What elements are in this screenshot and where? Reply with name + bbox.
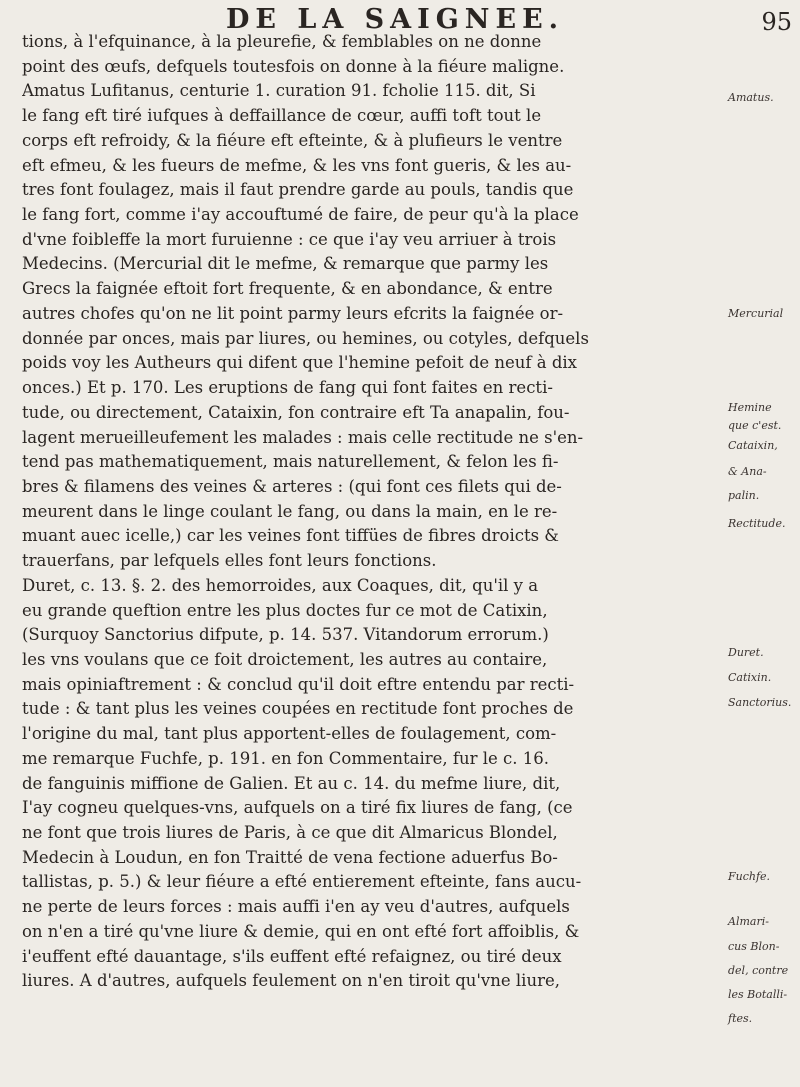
text-line: Medecin à Loudun, en fon Traitté de vena fectione aduerfus Bo- <box>22 847 558 867</box>
text-line: de fanguinis miffione de Galien. Et au c. 14. du mefme liure, dit, <box>22 773 561 793</box>
text-line: donnée par onces, mais par liures, ou hemines, ou cotyles, defquels <box>22 328 589 348</box>
text-line: Medecins. (Mercurial dit le mefme, & remarque que parmy les <box>22 254 549 274</box>
body-text <box>22 30 722 994</box>
text-line: lagent merueilleufement les malades : mais celle rectitude ne s'en- <box>22 427 584 447</box>
margin-note: Fuchfe. <box>728 870 771 883</box>
margin-note: Hemine <box>728 401 772 414</box>
text-line: trauerfans, par lefquels elles font leurs fonctions. <box>22 551 437 571</box>
margin-note: cus Blon- <box>728 940 780 953</box>
text-line: Duret, c. 13. §. 2. des hemorroides, aux Coaques, dit, qu'il y a <box>22 575 539 595</box>
margin-note: que c'est. <box>728 419 782 432</box>
text-line: on n'en a tiré qu'vne liure & demie, qui en ont efté fort affoiblis, & <box>22 921 580 941</box>
margin-note: ftes. <box>728 1012 753 1025</box>
text-line: autres chofes qu'on ne lit point parmy leurs efcrits la faignée or- <box>22 303 564 323</box>
text-line: I'ay cogneu quelques-vns, aufquels on a tiré fix liures de fang, (ce <box>22 798 573 818</box>
text-line: ne font que trois liures de Paris, à ce que dit Almaricus Blondel, <box>22 823 558 842</box>
margin-note: palin. <box>728 489 760 502</box>
text-line: corps eft refroidy, & la fiéure eft efteinte, & à plufieurs le ventre <box>22 130 563 150</box>
margin-note: Mercurial <box>728 307 784 320</box>
text-line: (Surquoy Sanctorius difpute, p. 14. 537. Vitandorum errorum.) <box>22 625 549 645</box>
text-line: tallistas, p. 5.) & leur fiéure a efté entierement efteinte, fans aucu- <box>22 872 582 892</box>
text-line: liures. A d'autres, aufquels feulement on n'en tiroit qu'vne liure, <box>22 971 560 991</box>
text-line: tude, ou directement, Cataixin, fon contraire eft Ta anapalin, fou- <box>22 402 570 422</box>
margin-note: del, contre <box>728 964 789 977</box>
text-line: mais opiniaftrement : & conclud qu'il doit eftre entendu par recti- <box>22 674 575 694</box>
margin-note: Catixin. <box>728 671 772 684</box>
text-line: les vns voulans que ce foit droictement, les autres au contaire, <box>22 649 548 669</box>
margin-note: Sanctorius. <box>728 696 792 709</box>
text-line: bres & filamens des veines & arteres : (qui font ces filets qui de- <box>22 476 562 496</box>
text-line: muant auec icelle,) car les veines font tiffües de fibres droicts & <box>22 526 559 546</box>
margin-note: Cataixin, <box>728 439 778 452</box>
text-line: point des œufs, defquels toutesfois on donne à la fiéure maligne. <box>22 56 565 76</box>
margin-note: & Ana- <box>728 465 767 478</box>
margin-note: Almari- <box>728 915 769 928</box>
text-line: onces.) Et p. 170. Les eruptions de fang qui font faites en recti- <box>22 378 553 398</box>
text-line: poids voy les Autheurs qui difent que l'hemine pefoit de neuf à dix <box>22 353 577 373</box>
text-line: d'vne foibleffe la mort furuienne : ce que i'ay veu arriuer à trois <box>22 229 557 249</box>
text-line: meurent dans le linge coulant le fang, ou dans la main, en le re- <box>22 501 558 521</box>
text-line: ne perte de leurs forces : mais auffi i'en ay veu d'autres, aufquels <box>22 897 570 917</box>
margin-note: Rectitude. <box>728 517 786 530</box>
margin-note: les Botalli- <box>728 988 788 1001</box>
text-line: l'origine du mal, tant plus apportent-elles de foulagement, com- <box>22 724 557 744</box>
text-line: Grecs la faignée eftoit fort frequente, & en abondance, & entre <box>22 279 553 299</box>
margin-note: Amatus. <box>728 91 774 104</box>
text-line: eft efmeu, & les fueurs de mefme, & les vns font gueris, & les au- <box>22 155 572 175</box>
text-line: tres font foulagez, mais il faut prendre garde au pouls, tandis que <box>22 180 574 200</box>
text-line: Amatus Lufitanus, centurie 1. curation 91. fcholie 115. dit, Si <box>22 81 536 101</box>
margin-note: Duret. <box>728 646 764 659</box>
text-line: me remarque Fuchfe, p. 191. en fon Commentaire, fur le c. 16. <box>22 748 550 768</box>
text-line: tude : & tant plus les veines coupées en rectitude font proches de <box>22 699 574 719</box>
text-line: eu grande queftion entre les plus doctes fur ce mot de Catixin, <box>22 600 548 620</box>
text-line: tions, à l'efquinance, à la pleurefie, & femblables on ne donne <box>22 32 542 51</box>
text-line: i'euffent efté dauantage, s'ils euffent efté refaignez, ou tiré deux <box>22 946 562 966</box>
text-line: le fang fort, comme i'ay accouftumé de faire, de peur qu'à la place <box>22 205 579 225</box>
running-head: DE LA SAIGNEE. <box>225 4 565 35</box>
page-number: 95 <box>761 8 792 36</box>
text-line: le fang eft tiré iufques à deffaillance de cœur, auffi toft tout le <box>22 106 542 126</box>
text-line: tend pas mathematiquement, mais naturellement, & felon les fi- <box>22 452 559 472</box>
